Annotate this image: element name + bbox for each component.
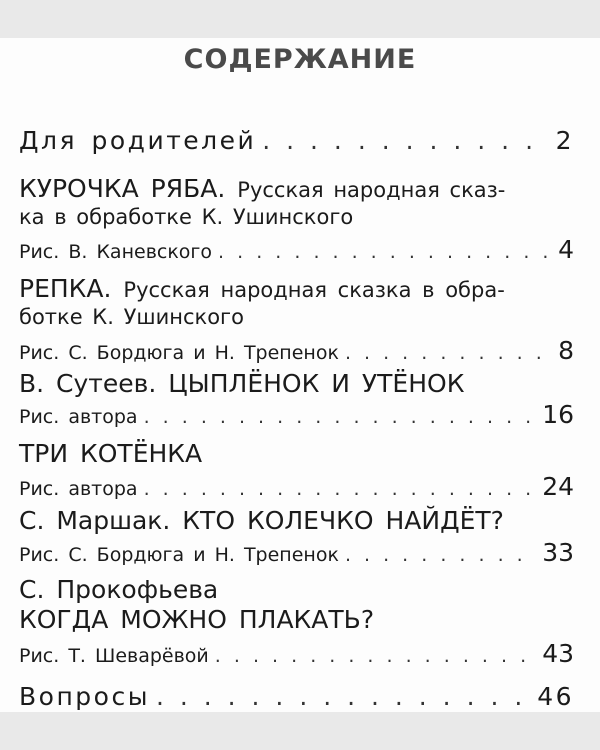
- leader-dots: [218, 243, 552, 262]
- toc-entry-credit-line: [19, 402, 574, 427]
- page-number: 16: [542, 400, 574, 429]
- toc-entry-tri-kotenka-title[interactable]: ТРИ КОТЁНКА: [19, 439, 203, 468]
- page-number: 43: [542, 639, 574, 668]
- toc-entry-credit-line: [19, 338, 574, 363]
- toc-entry-credit: Рис. В. Каневского: [19, 241, 213, 263]
- toc-entry-tsyplenok-title[interactable]: В. Сутеев. ЦЫПЛЁНОК И УТЁНОК: [19, 369, 465, 398]
- toc-entry-credit-line: [19, 237, 574, 262]
- toc-entry-title: РЕПКА.: [19, 274, 112, 303]
- leader-dots: [144, 480, 537, 499]
- toc-entry-subtitle: Русская народная сказ-: [237, 178, 506, 202]
- page-title: СОДЕРЖАНИЕ: [183, 44, 417, 75]
- toc-entry-author: С. Прокофьева: [19, 575, 219, 604]
- toc-entry-credit-line: [19, 474, 574, 499]
- toc-entry-questions[interactable]: [19, 684, 574, 709]
- page-number: 8: [558, 336, 574, 365]
- page-number: 46: [537, 682, 574, 711]
- toc-entry-subtitle-continued: ботке К. Ушинского: [19, 305, 244, 329]
- leader-dots: [345, 546, 536, 565]
- toc-entry-credit: Рис. С. Бордюга и Н. Трепенок: [19, 544, 339, 566]
- toc-entry-label: Вопросы: [19, 682, 150, 711]
- leader-dots: [345, 344, 552, 363]
- leader-dots: [215, 647, 536, 666]
- page-number: 2: [555, 126, 574, 155]
- scan-border-bottom: [0, 712, 600, 750]
- page-number: 33: [542, 538, 574, 567]
- toc-entry-credit: Рис. автора: [19, 406, 138, 428]
- toc-entry-label: Для родителей: [19, 126, 257, 155]
- page-number: 24: [542, 472, 574, 501]
- toc-entry-subtitle-continued: ка в обработке К. Ушинского: [19, 205, 354, 229]
- toc-entry-subtitle: Русская народная сказка в обра-: [123, 278, 505, 302]
- toc-entry-kurochka-title-line[interactable]: [19, 176, 574, 201]
- toc-entry-repka-title-line[interactable]: [19, 276, 574, 301]
- toc-entry-kolechko-title[interactable]: С. Маршак. КТО КОЛЕЧКО НАЙДЁТ?: [19, 506, 504, 535]
- leader-dots: [156, 684, 531, 709]
- toc-entry-credit: Рис. автора: [19, 478, 138, 500]
- toc-entry-title: КУРОЧКА РЯБА.: [19, 174, 226, 203]
- toc-entry-credit: Рис. С. Бордюга и Н. Трепенок: [19, 342, 339, 364]
- leader-dots: [262, 128, 549, 153]
- toc-entry-credit-line: [19, 540, 574, 565]
- page-number: 4: [558, 235, 574, 264]
- leader-dots: [144, 408, 537, 427]
- toc-entry-credit: Рис. Т. Шеварёвой: [19, 645, 209, 667]
- toc-entry-parents[interactable]: [19, 128, 574, 153]
- toc-entry-plakat-title[interactable]: КОГДА МОЖНО ПЛАКАТЬ?: [19, 605, 375, 634]
- toc-entry-credit-line: [19, 641, 574, 666]
